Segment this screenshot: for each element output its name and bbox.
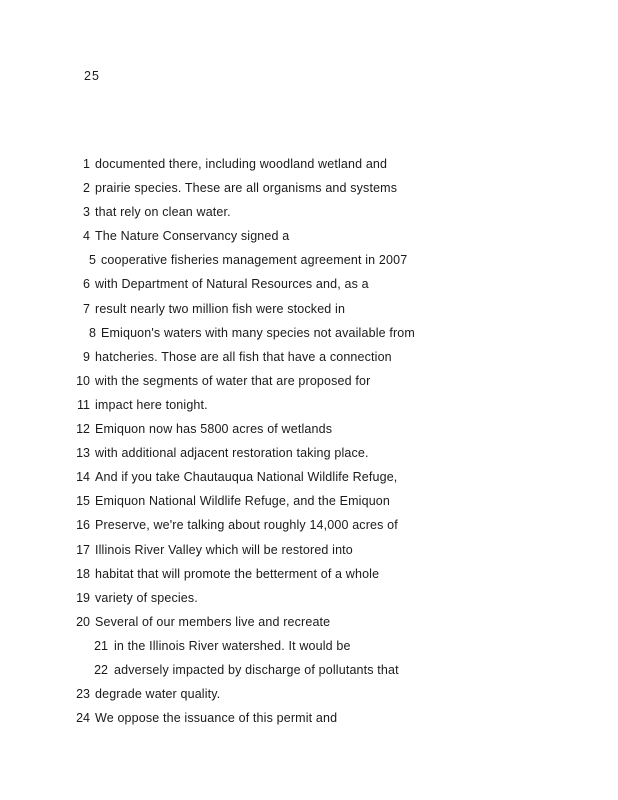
transcript-line — [0, 393, 618, 417]
transcript-line — [0, 610, 618, 634]
transcript-line — [0, 586, 618, 610]
transcript-line — [0, 417, 618, 441]
line-number: 7 — [83, 301, 90, 316]
line-number: 4 — [83, 229, 90, 244]
line-number: 6 — [83, 277, 90, 292]
line-text: with additional adjacent restoration taking place. — [95, 446, 369, 461]
line-text: Emiquon's waters with many species not available from — [101, 325, 415, 340]
line-number: 10 — [76, 373, 90, 388]
line-number: 1 — [83, 157, 90, 171]
line-text: in the Illinois River watershed. It would be — [114, 638, 351, 653]
transcript-body — [0, 152, 618, 730]
line-number: 11 — [77, 397, 90, 412]
transcript-line — [0, 465, 618, 489]
line-text: Emiquon National Wildlife Refuge, and the Emiquon — [95, 494, 391, 509]
transcript-line — [0, 538, 618, 562]
line-number: 23 — [76, 687, 90, 702]
line-number: 16 — [76, 518, 90, 533]
transcript-line — [0, 706, 618, 730]
line-number: 8 — [89, 325, 96, 340]
line-text: that rely on clean water. — [95, 205, 231, 220]
page-number: 25 — [84, 69, 100, 83]
transcript-line — [0, 224, 618, 248]
line-text: documented there, including woodland wetland and — [95, 157, 388, 171]
line-text: with Department of Natural Resources and, as a — [95, 277, 369, 292]
line-text: with the segments of water that are proposed for — [95, 373, 371, 388]
line-text: And if you take Chautauqua National Wildlife Refuge, — [95, 470, 398, 485]
line-number: 24 — [76, 711, 90, 726]
transcript-line — [0, 369, 618, 393]
line-text: result nearly two million fish were stocked in — [95, 301, 346, 316]
line-text: The Nature Conservancy signed a — [95, 229, 290, 244]
transcript-line — [0, 489, 618, 513]
line-number: 17 — [76, 542, 90, 557]
line-number: 20 — [76, 614, 90, 629]
line-text: adversely impacted by discharge of pollutants that — [114, 662, 399, 677]
line-number: 12 — [76, 422, 90, 437]
transcript-line — [0, 562, 618, 586]
line-number: 9 — [83, 349, 90, 364]
transcript-line — [0, 658, 618, 682]
line-text: Illinois River Valley which will be restored into — [95, 542, 353, 557]
line-number: 21 — [94, 638, 108, 653]
line-text: Preserve, we're talking about roughly 14,000 acres of — [95, 518, 398, 533]
line-text: We oppose the issuance of this permit and — [95, 711, 338, 726]
line-text: Emiquon now has 5800 acres of wetlands — [95, 422, 333, 437]
transcript-line — [0, 682, 618, 706]
line-number: 5 — [89, 253, 96, 268]
transcript-line — [0, 272, 618, 296]
transcript-line — [0, 248, 618, 272]
line-text: habitat that will promote the betterment of a whole — [95, 566, 380, 581]
transcript-line — [0, 152, 618, 176]
transcript-line — [0, 200, 618, 224]
line-number: 22 — [94, 662, 108, 677]
line-text: variety of species. — [95, 590, 198, 605]
line-number: 13 — [76, 446, 90, 461]
transcript-line — [0, 441, 618, 465]
line-text: impact here tonight. — [95, 397, 208, 412]
line-number: 19 — [76, 590, 90, 605]
transcript-line — [0, 176, 618, 200]
line-number: 14 — [76, 470, 90, 485]
line-text: hatcheries. Those are all fish that have a connection — [95, 349, 392, 364]
line-number: 18 — [76, 566, 90, 581]
line-text: degrade water quality. — [95, 687, 221, 702]
transcript-line — [0, 321, 618, 345]
line-text: prairie species. These are all organisms and systems — [95, 181, 398, 196]
line-number: 15 — [76, 494, 90, 509]
line-number: 2 — [83, 181, 90, 196]
transcript-line — [0, 634, 618, 658]
line-text: Several of our members live and recreate — [95, 614, 331, 629]
line-number: 3 — [83, 205, 90, 220]
line-text: cooperative fisheries management agreement in 2007 — [101, 253, 408, 268]
transcript-line — [0, 513, 618, 537]
transcript-line — [0, 297, 618, 321]
transcript-line — [0, 345, 618, 369]
